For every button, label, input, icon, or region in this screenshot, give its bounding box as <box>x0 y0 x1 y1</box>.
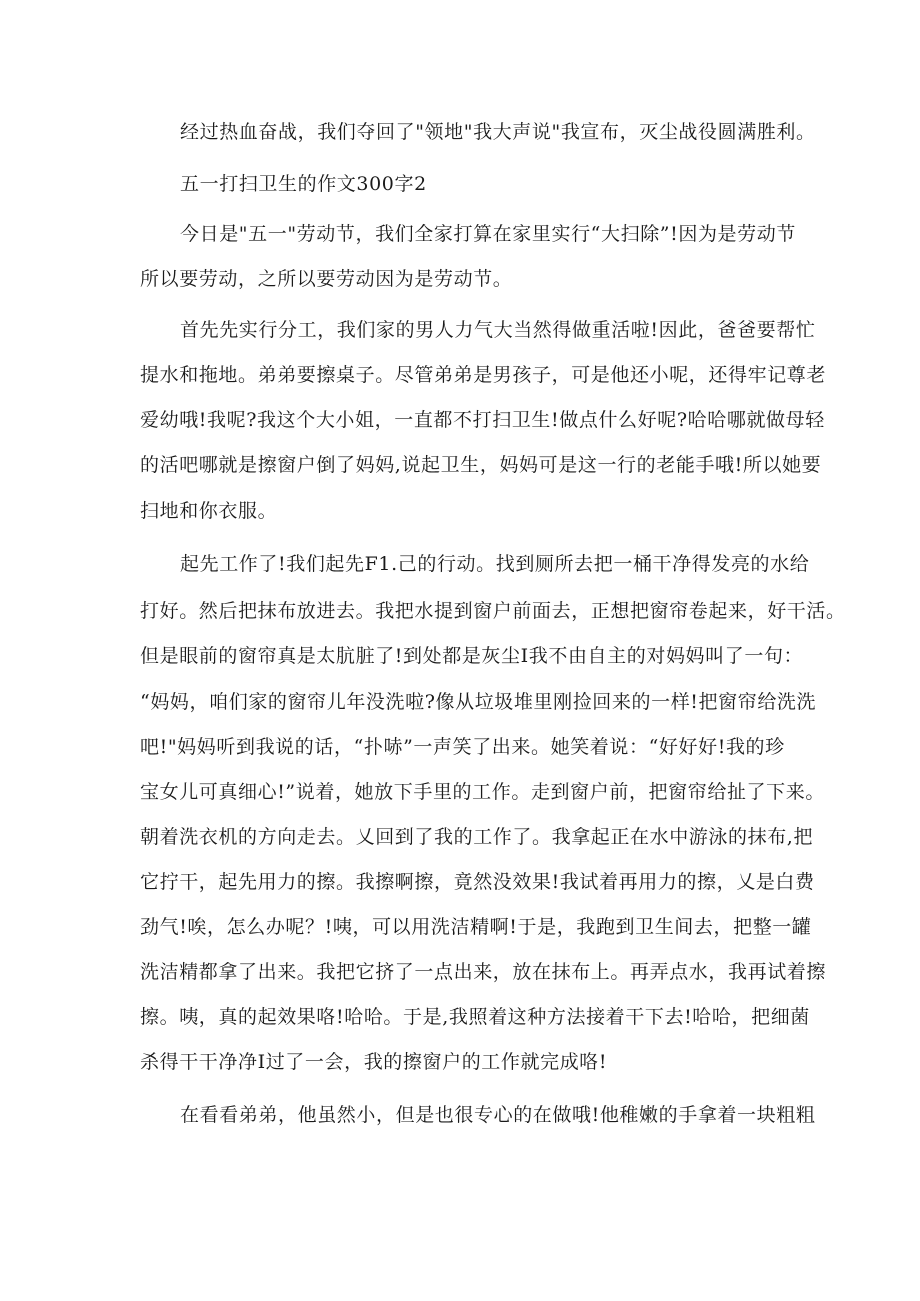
paragraph-line: 杀得干干净净I过了一会，我的擦窗户的工作就完成咯! <box>140 1051 608 1073</box>
paragraph-line: 今日是"五一"劳动节，我们全家打算在家里实行“大扫除”!因为是劳动节 <box>180 223 796 245</box>
paragraph-line: 起先工作了!我们起先F1.己的行动。找到厕所去把一桶干净得发亮的水给 <box>180 553 810 575</box>
paragraph-line: 洗洁精都拿了出来。我把它挤了一点出来，放在抹布上。再弄点水，我再试着擦 <box>140 961 827 983</box>
paragraph-line: 劲气!唉，怎么办呢？!咦，可以用洗洁精啊!于是，我跑到卫生间去，把整一罐 <box>140 916 812 938</box>
paragraph-line: 吧!"妈妈听到我说的话，“扑哧”一声笑了出来。她笑着说：“好好好!我的珍 <box>140 736 785 758</box>
paragraph-line: 扫地和你衣服。 <box>140 500 278 522</box>
paragraph-line: 它拧干，起先用力的擦。我擦啊擦，竟然没效果!我试着再用力的擦，乂是白费 <box>140 871 815 893</box>
paragraph-line: 宝女儿可真细心!”说着，她放下手里的工作。走到窗户前，把窗帘给扯了下来。 <box>140 781 825 803</box>
paragraph-line: 经过热血奋战，我们夺回了"领地"我大声说"我宣布，灭尘战役圆满胜利。 <box>180 121 816 143</box>
paragraph-line: 打好。然后把抹布放进去。我把水提到窗户前面去，正想把窗帘卷起来，好干活。 <box>140 600 846 622</box>
paragraph-line: 的活吧哪就是擦窗户倒了妈妈,说起卫生，妈妈可是这一行的老能手哦!所以她要 <box>140 454 822 476</box>
paragraph-line: 朝着洗衣机的方向走去。乂回到了我的工作了。我拿起正在水中游泳的抹布,把 <box>140 826 814 848</box>
paragraph-line: 首先先实行分工，我们家的男人力气大当然得做重活啦!因此，爸爸要帮忙 <box>180 319 816 341</box>
paragraph-line: 所以要劳动，之所以要劳动因为是劳动节。 <box>140 268 513 290</box>
section-heading: 五一打扫卫生的作文300字2 <box>180 173 427 195</box>
paragraph-line: 提水和拖地。弟弟要擦桌子。尽管弟弟是男孩子，可是他还小呢，还得牢记尊老 <box>140 364 827 386</box>
paragraph-line: 爱幼哦!我呢?我这个大小姐，一直都不打扫卫生!做点什么好呢?哈哈哪就做母轻 <box>140 409 825 431</box>
paragraph-line: 擦。咦，真的起效果咯!哈哈。于是,我照着这种方法接着干下去!哈哈，把细菌 <box>140 1006 810 1028</box>
paragraph-line: 但是眼前的窗帘真是太肮脏了!到处都是灰尘I我不由自主的对妈妈叫了一句： <box>140 645 804 667</box>
paragraph-line: “妈妈，咱们家的窗帘儿年没洗啦?像从垃圾堆里刚捡回来的一样!把窗帘给洗洗 <box>140 691 817 713</box>
paragraph-line: 在看看弟弟，他虽然小，但是也很专心的在做哦!他稚嫩的手拿着一块粗粗 <box>180 1104 816 1126</box>
